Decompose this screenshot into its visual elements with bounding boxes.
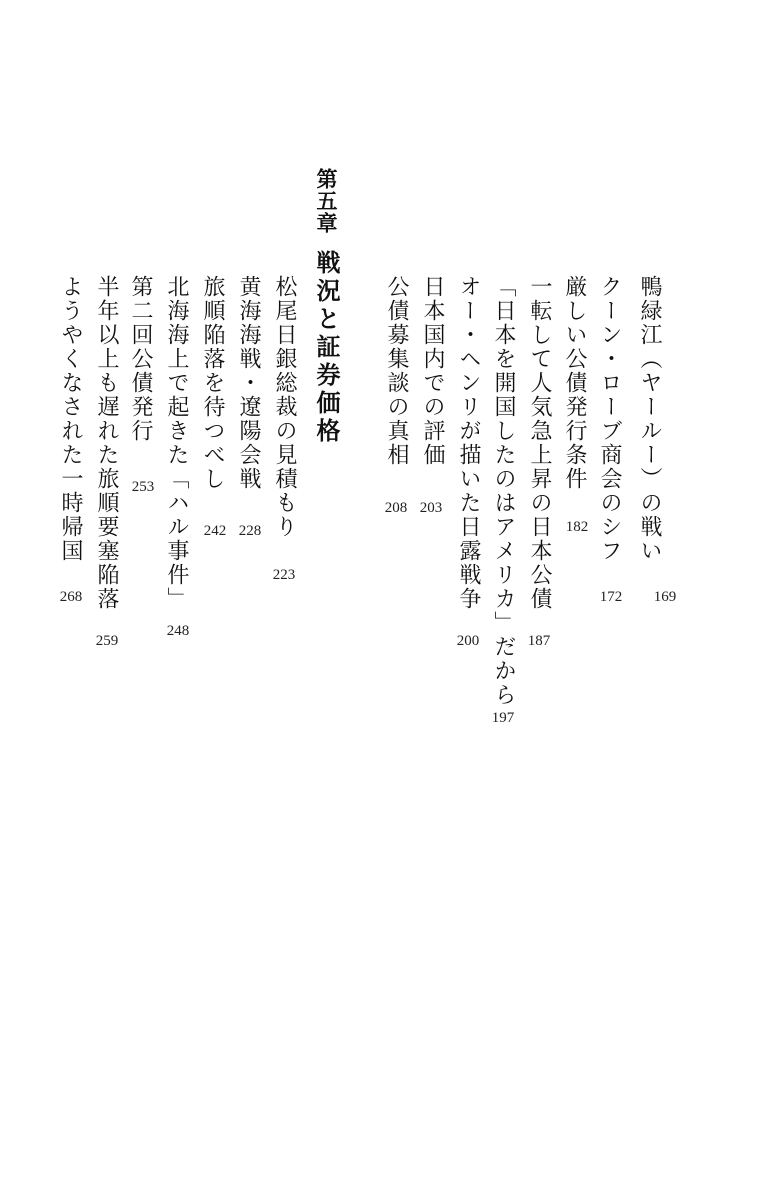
toc-entry-page: 228 xyxy=(238,523,262,539)
toc-entry-title: クーン・ローブ商会のシフ xyxy=(597,275,622,563)
toc-entry-title: 北海海上で起きた「ハル事件」 xyxy=(164,275,189,611)
toc-entry-page: 253 xyxy=(131,479,155,495)
toc-entry-title: 日本国内での評価 xyxy=(420,275,445,467)
toc-entry-title: 公債募集談の真相 xyxy=(384,275,409,467)
toc-entry-page: 200 xyxy=(456,633,480,649)
chapter-number: 第五章 xyxy=(314,168,339,234)
toc-entry-title: 一転して人気急上昇の日本公債 xyxy=(527,275,552,611)
toc-entry-page: 203 xyxy=(419,500,443,516)
toc-entry-page: 268 xyxy=(59,589,83,605)
toc-entry-page: 169 xyxy=(653,589,677,605)
toc-entry-title: ようやくなされた一時帰国 xyxy=(58,275,83,563)
toc-entry-title: オー・ヘンリが描いた日露戦争 xyxy=(456,275,481,611)
toc-entry-page: 197 xyxy=(491,710,515,726)
toc-entry-page: 182 xyxy=(565,519,589,535)
toc-entry-title: 松尾日銀総裁の見積もり xyxy=(272,275,297,539)
toc-entry-title: 半年以上も遅れた旅順要塞陥落 xyxy=(94,275,119,611)
toc-entry-page: 208 xyxy=(384,500,408,516)
toc-entry-title: 鴨緑江（ヤールー）の戦い xyxy=(637,275,662,563)
toc-entry-title: 第二回公債発行 xyxy=(128,275,153,443)
toc-entry-title: 旅順陥落を待つべし xyxy=(200,275,225,491)
chapter-title: 戦況と証券価格 xyxy=(312,250,341,446)
toc-entry-page: 187 xyxy=(527,633,551,649)
toc-entry-page: 172 xyxy=(599,589,623,605)
toc-entry-title: 「日本を開国したのはアメリカ」だから xyxy=(491,275,516,707)
toc-entry-page: 242 xyxy=(203,523,227,539)
toc-entry-title: 黄海海戦・遼陽会戦 xyxy=(236,275,261,491)
toc-entry-page: 259 xyxy=(95,633,119,649)
toc-entry-title: 厳しい公債発行条件 xyxy=(562,275,587,491)
toc-entry-page: 223 xyxy=(272,567,296,583)
toc-entry-page: 248 xyxy=(166,623,190,639)
